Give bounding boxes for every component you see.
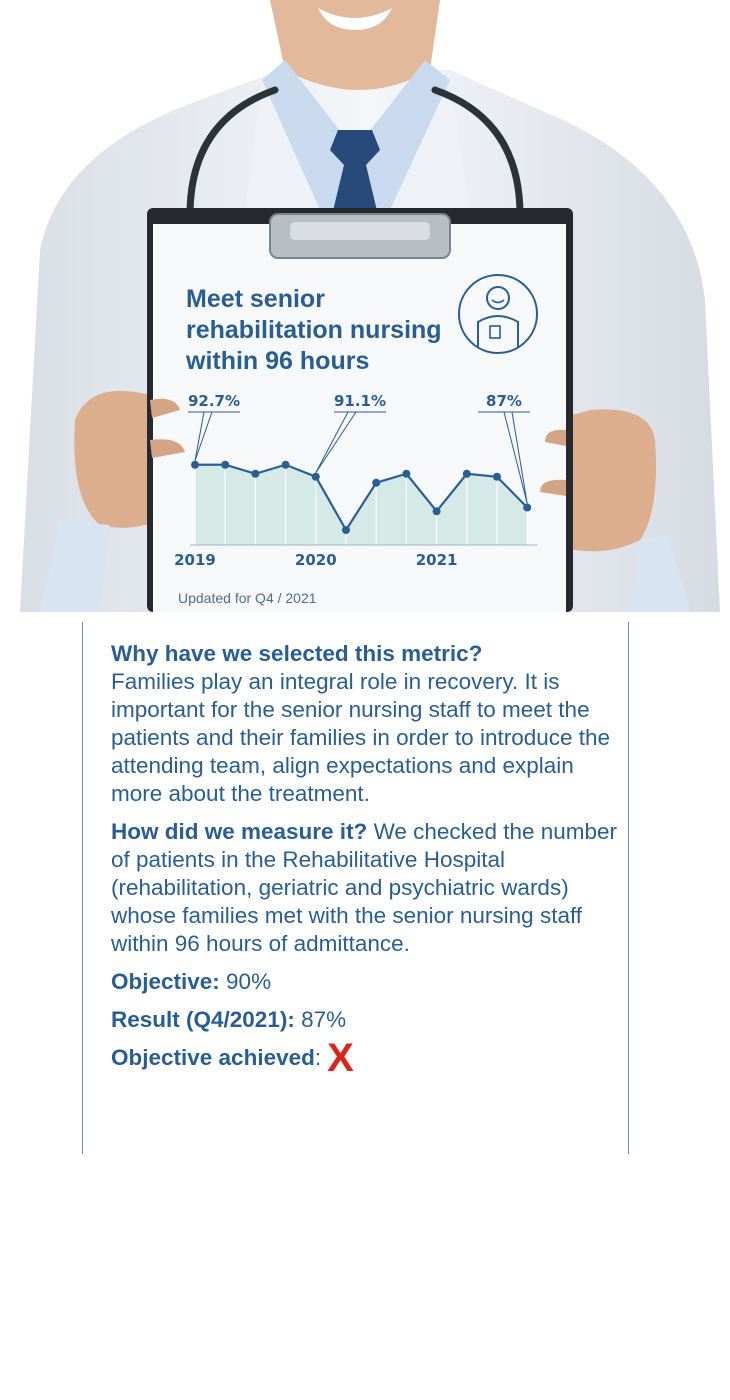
data-point — [282, 461, 290, 469]
why-section — [111, 640, 621, 808]
why-body: Families play an integral role in recovery. It is important for the senior nursing staff to meet the patients and their families in order to introduce the attending team, align expectations and explain more about the treatment. — [111, 669, 611, 806]
achieved-colon: : — [314, 1045, 322, 1070]
objective-label: Objective: — [111, 969, 220, 994]
hero-image — [0, 0, 730, 612]
data-point — [221, 461, 229, 469]
updated-note: Updated for Q4 / 2021 — [178, 590, 317, 606]
objective-value: 90% — [219, 969, 272, 994]
achieved-label: Objective achieved — [111, 1045, 315, 1070]
data-point — [372, 479, 380, 487]
how-heading: How did we measure it? — [111, 819, 368, 844]
data-point — [191, 461, 199, 469]
result-line — [111, 1006, 621, 1034]
data-point — [523, 504, 531, 512]
data-point — [251, 470, 259, 478]
objective-line — [111, 968, 621, 996]
how-section — [111, 818, 621, 958]
cross-icon: X — [327, 1036, 354, 1080]
line-chart — [0, 0, 730, 612]
data-label: 91.1% — [333, 392, 387, 410]
data-point — [342, 526, 350, 534]
result-value: 87% — [294, 1007, 347, 1032]
x-tick-label: 2021 — [415, 551, 458, 569]
x-tick-label: 2020 — [294, 551, 337, 569]
data-label: 87% — [486, 392, 522, 410]
x-tick-label: 2019 — [174, 551, 216, 569]
result-label: Result (Q4/2021): — [111, 1007, 295, 1032]
data-point — [312, 473, 320, 481]
data-point — [433, 507, 441, 515]
info-panel — [82, 622, 629, 1154]
achieved-line — [111, 1036, 621, 1080]
callout-pointer — [195, 412, 212, 461]
data-point — [493, 473, 501, 481]
chart-title: Meet senior rehabilitation nursing within 96 hours — [186, 285, 442, 375]
data-label: 92.7% — [187, 392, 241, 410]
data-point — [463, 470, 471, 478]
why-heading: Why have we selected this metric? — [111, 641, 483, 666]
callout-pointer — [316, 412, 356, 473]
data-point — [402, 470, 410, 478]
how-body: We checked the number of patients in the Rehabilitative Hospital (rehabilitation, geriatric and psychiatric wards) whose families met with the senior nursing staff within 96 hours of admittance. — [111, 819, 618, 956]
